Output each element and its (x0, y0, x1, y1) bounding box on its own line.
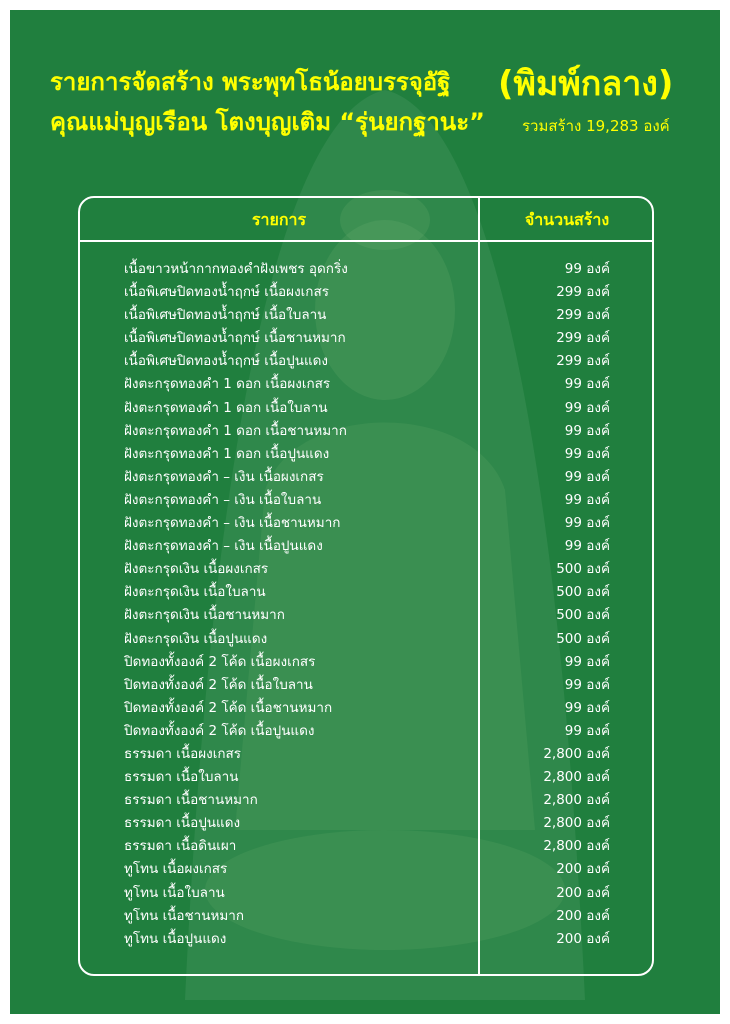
table-row (80, 647, 652, 670)
table-row (80, 439, 652, 462)
row-count: 99 องค์ (564, 676, 610, 693)
row-count: 200 องค์ (556, 884, 610, 901)
row-item: เนื้อพิเศษปิดทองน้ำฤกษ์ เนื้อผงเกสร (124, 284, 329, 301)
table-row (80, 323, 652, 346)
row-count: 2,800 องค์ (543, 792, 610, 809)
table-row (80, 300, 652, 323)
row-count: 99 องค์ (564, 445, 610, 462)
table-row (80, 508, 652, 531)
row-count: 99 องค์ (564, 491, 610, 508)
row-count: 99 องค์ (564, 538, 610, 555)
row-item: ฝังตะกรุดทองคำ – เงิน เนื้อใบลาน (124, 491, 322, 508)
table-row (80, 554, 652, 577)
row-count: 2,800 องค์ (543, 745, 610, 762)
title-badge: (พิมพ์กลาง) (498, 64, 674, 104)
row-item: ทูโทน เนื้อชานหมาก (124, 907, 245, 924)
row-item: ฝังตะกรุดทองคำ 1 ดอก เนื้อผงเกสร (124, 376, 331, 393)
row-item: เนื้อพิเศษปิดทองน้ำฤกษ์ เนื้อปูนแดง (124, 353, 329, 370)
row-item: ธรรมดา เนื้อผงเกสร (124, 745, 242, 762)
row-item: ปิดทองทั้งองค์ 2 โค้ด เนื้อชานหมาก (124, 699, 333, 716)
table-row (80, 716, 652, 739)
row-count: 500 องค์ (556, 607, 610, 624)
table-row (80, 416, 652, 439)
row-item: ปิดทองทั้งองค์ 2 โค้ด เนื้อปูนแดง (124, 722, 315, 739)
table-row (80, 670, 652, 693)
table-row (80, 762, 652, 785)
row-item: ธรรมดา เนื้อชานหมาก (124, 792, 258, 809)
row-count: 99 องค์ (564, 399, 610, 416)
total-count: รวมสร้าง 19,283 องค์ (522, 117, 670, 135)
title-line-1: รายการจัดสร้าง พระพุทโธน้อยบรรจุอัฐิ (50, 68, 451, 96)
row-item: ปิดทองทั้งองค์ 2 โค้ด เนื้อใบลาน (124, 676, 313, 693)
table-row (80, 346, 652, 369)
row-count: 299 องค์ (556, 284, 610, 301)
production-table (78, 196, 654, 976)
table-body (80, 254, 652, 947)
table-row (80, 808, 652, 831)
row-count: 2,800 องค์ (543, 838, 610, 855)
row-item: ปิดทองทั้งองค์ 2 โค้ด เนื้อผงเกสร (124, 653, 316, 670)
table-row (80, 393, 652, 416)
row-count: 2,800 องค์ (543, 815, 610, 832)
row-count: 99 องค์ (564, 722, 610, 739)
row-count: 299 องค์ (556, 353, 610, 370)
row-item: ฝังตะกรุดเงิน เนื้อปูนแดง (124, 630, 268, 647)
row-item: ฝังตะกรุดทองคำ 1 ดอก เนื้อปูนแดง (124, 445, 330, 462)
row-item: ฝังตะกรุดทองคำ – เงิน เนื้อชานหมาก (124, 515, 341, 532)
row-item: ฝังตะกรุดทองคำ – เงิน เนื้อผงเกสร (124, 468, 324, 485)
table-row (80, 531, 652, 554)
row-count: 99 องค์ (564, 376, 610, 393)
table-row (80, 369, 652, 392)
poster (10, 10, 720, 1014)
row-item: เนื้อพิเศษปิดทองน้ำฤกษ์ เนื้อชานหมาก (124, 330, 346, 347)
row-item: ธรรมดา เนื้อปูนแดง (124, 815, 241, 832)
row-count: 500 องค์ (556, 584, 610, 601)
row-count: 99 องค์ (564, 468, 610, 485)
row-item: เนื้อพิเศษปิดทองน้ำฤกษ์ เนื้อใบลาน (124, 307, 327, 324)
table-row (80, 739, 652, 762)
row-count: 99 องค์ (564, 261, 610, 277)
table-row (80, 254, 652, 277)
row-count: 200 องค์ (556, 930, 610, 947)
table-header (80, 198, 652, 242)
row-count: 299 องค์ (556, 307, 610, 324)
table-row (80, 831, 652, 854)
table-row (80, 924, 652, 947)
table-row (80, 485, 652, 508)
table-row (80, 854, 652, 877)
table-row (80, 785, 652, 808)
row-count: 500 องค์ (556, 630, 610, 647)
row-item: เนื้อขาวหน้ากากทองคำฝังเพชร อุดกริ่ง (124, 261, 348, 277)
row-count: 99 องค์ (564, 653, 610, 670)
row-item: ฝังตะกรุดทองคำ – เงิน เนื้อปูนแดง (124, 538, 323, 555)
table-row (80, 277, 652, 300)
row-item: ฝังตะกรุดทองคำ 1 ดอก เนื้อใบลาน (124, 399, 328, 416)
table-row (80, 624, 652, 647)
column-header-item: รายการ (251, 210, 307, 229)
table-row (80, 878, 652, 901)
row-item: ฝังตะกรุดเงิน เนื้อชานหมาก (124, 607, 285, 624)
table-row (80, 693, 652, 716)
row-item: ฝังตะกรุดทองคำ 1 ดอก เนื้อชานหมาก (124, 422, 347, 439)
row-count: 99 องค์ (564, 422, 610, 439)
table-row (80, 577, 652, 600)
table-row (80, 462, 652, 485)
row-item: ธรรมดา เนื้อดินเผา (124, 838, 237, 855)
table-row (80, 901, 652, 924)
row-item: ทูโทน เนื้อปูนแดง (124, 930, 227, 947)
row-item: ฝังตะกรุดเงิน เนื้อใบลาน (124, 584, 266, 601)
row-count: 99 องค์ (564, 515, 610, 532)
row-count: 200 องค์ (556, 907, 610, 924)
column-header-count: จำนวนสร้าง (524, 210, 610, 229)
row-item: ทูโทน เนื้อใบลาน (124, 884, 225, 901)
row-item: ทูโทน เนื้อผงเกสร (124, 861, 228, 878)
row-item: ธรรมดา เนื้อใบลาน (124, 769, 239, 786)
row-count: 200 องค์ (556, 861, 610, 878)
row-count: 2,800 องค์ (543, 769, 610, 786)
title-line-2: คุณแม่บุญเรือน โตงบุญเติม “รุ่นยกฐานะ” (50, 108, 485, 136)
row-count: 99 องค์ (564, 699, 610, 716)
row-count: 500 องค์ (556, 561, 610, 578)
row-item: ฝังตะกรุดเงิน เนื้อผงเกสร (124, 561, 269, 578)
table-row (80, 600, 652, 623)
row-count: 299 องค์ (556, 330, 610, 347)
